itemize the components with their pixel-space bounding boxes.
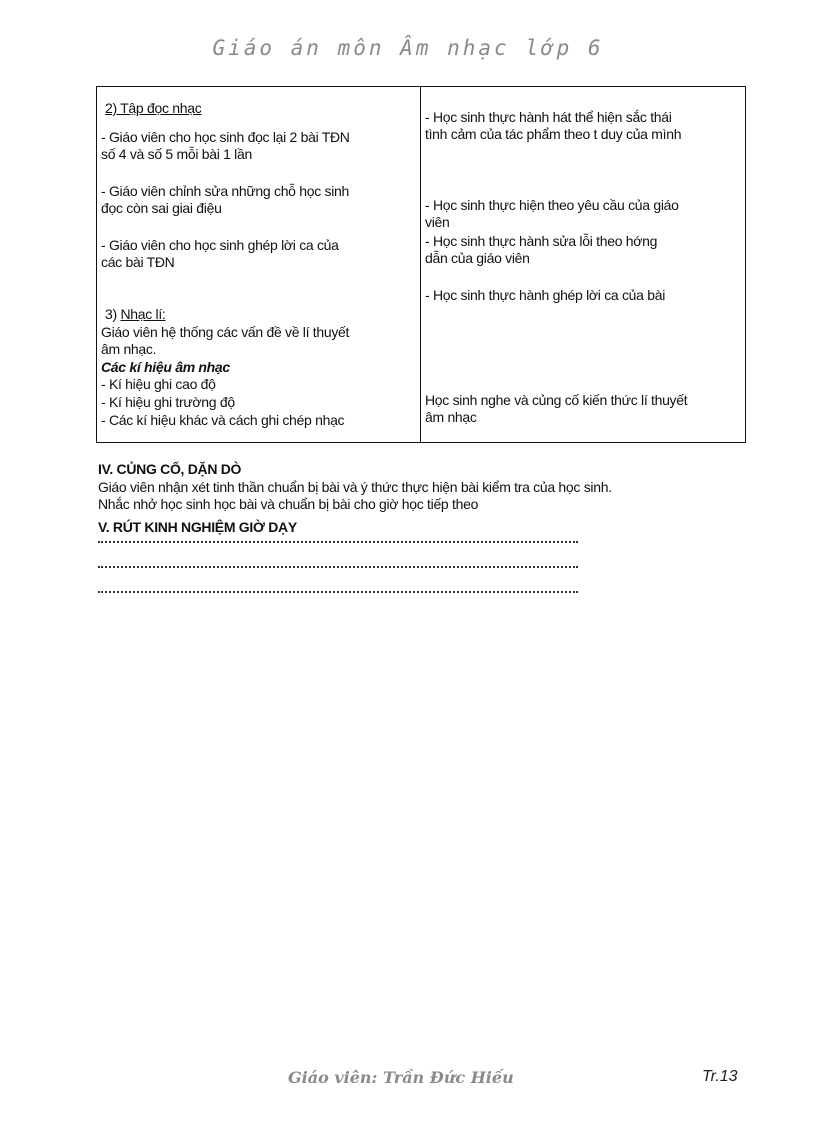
teacher-item-2-line-2: đọc còn sai giai điệu: [101, 200, 222, 216]
footer-teacher-name: Giáo viên: Trần Đức Hiếu: [288, 1068, 514, 1087]
teacher-item-3-line-1: - Giáo viên cho học sinh ghép lời ca của: [101, 237, 339, 253]
lesson-table: [96, 86, 746, 443]
theory-intro-line-2: âm nhạc.: [101, 341, 157, 357]
section-3-title: [105, 306, 166, 322]
student-item-2-line-2: viên: [425, 214, 450, 230]
student-item-3-line-2: dẫn của giáo viên: [425, 250, 530, 266]
student-item-1-line-1: - Học sinh thực hành hát thể hiện sắc thái: [425, 109, 672, 125]
student-item-5-line-1: Học sinh nghe và củng cố kiến thức lí thuyết: [425, 392, 688, 408]
symbols-heading: Các kí hiệu âm nhạc: [101, 359, 230, 375]
teacher-item-2-line-1: - Giáo viên chỉnh sửa những chỗ học sinh: [101, 183, 350, 199]
section-iv-heading: IV. CỦNG CỐ, DẶN DÒ: [98, 461, 242, 477]
section-iv-line-2: Nhắc nhở học sinh học bài và chuẩn bị bài cho giờ học tiếp theo: [98, 496, 479, 512]
section-2-title-text: 2) Tập đọc nhạc: [105, 100, 202, 116]
section-iv-line-1: Giáo viên nhận xét tinh thần chuẩn bị bài và ý thức thực hiện bài kiểm tra của học sinh.: [98, 479, 612, 495]
column-divider: [420, 87, 421, 442]
symbol-item-2: - Kí hiệu ghi trường độ: [101, 394, 235, 410]
notes-dotted-line-1: [98, 541, 578, 543]
section-3-prefix: 3): [105, 306, 121, 322]
teacher-item-1-line-2: số 4 và số 5 mỗi bài 1 lần: [101, 146, 252, 162]
teacher-item-1-line-1: - Giáo viên cho học sinh đọc lại 2 bài TĐN: [101, 129, 350, 145]
theory-intro-line-1: Giáo viên hệ thống các vấn đề về lí thuyết: [101, 324, 350, 340]
student-item-2-line-1: - Học sinh thực hiện theo yêu cầu của giáo: [425, 197, 679, 213]
footer-page-number: Tr.13: [702, 1068, 738, 1085]
symbol-item-1: - Kí hiệu ghi cao độ: [101, 376, 216, 392]
page-header: Giáo án môn Âm nhạc lớp 6: [212, 36, 604, 60]
section-v-heading: V. RÚT KINH NGHIỆM GIỜ DẠY: [98, 519, 297, 535]
student-item-4-line-1: - Học sinh thực hành ghép lời ca của bài: [425, 287, 666, 303]
notes-dotted-line-2: [98, 566, 578, 568]
student-item-1-line-2: tình cảm của tác phẩm theo t duy của mình: [425, 126, 682, 142]
student-item-3-line-1: - Học sinh thực hành sửa lỗi theo hớng: [425, 233, 658, 249]
student-item-5-line-2: âm nhạc: [425, 409, 477, 425]
teacher-item-3-line-2: các bài TĐN: [101, 254, 175, 270]
section-2-title: [105, 100, 201, 116]
notes-dotted-line-3: [98, 591, 578, 593]
symbol-item-3: - Các kí hiệu khác và cách ghi chép nhạc: [101, 412, 345, 428]
section-3-title-text: Nhạc lí:: [120, 306, 166, 322]
